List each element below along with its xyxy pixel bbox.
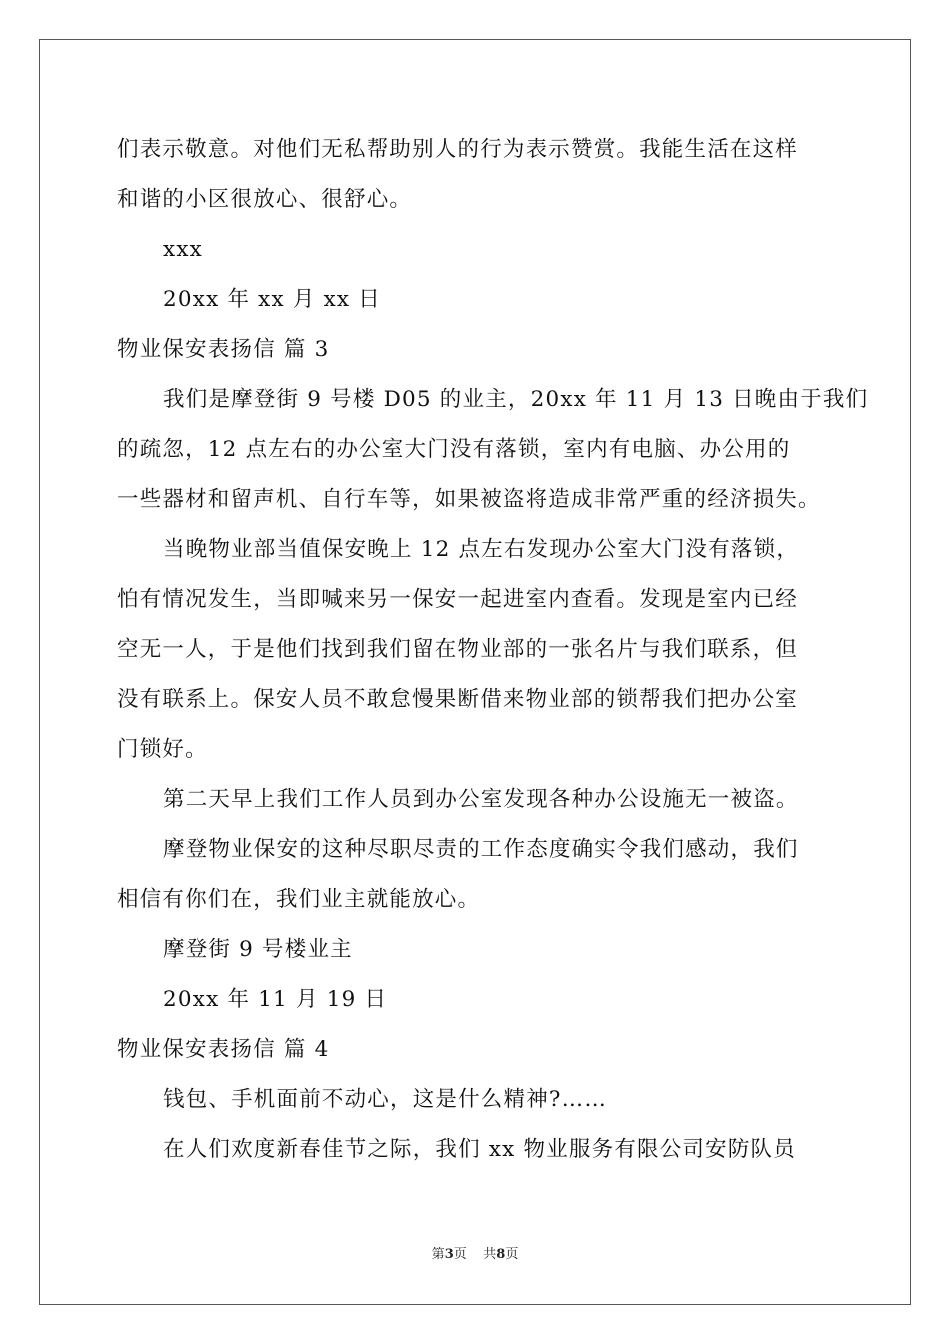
body-text-line: 我们是摩登街 9 号楼 D05 的业主，20xx 年 11 月 13 日晚由于我们	[163, 387, 869, 412]
body-text-line: 第二天早上我们工作人员到办公室发现各种办公设施无一被盗。	[163, 787, 799, 812]
body-text-line: 的疏忽，12 点左右的办公室大门没有落锁，室内有电脑、办公用的	[117, 437, 791, 462]
body-text-line: 相信有你们在，我们业主就能放心。	[117, 887, 481, 912]
section-heading: 物业保安表扬信 篇 4	[117, 1037, 330, 1062]
body-text-line: 摩登物业保安的这种尽职尽责的工作态度确实令我们感动，我们	[163, 837, 799, 862]
body-text-line: 空无一人，于是他们找到我们留在物业部的一张名片与我们联系，但	[117, 637, 799, 662]
body-text-line: 和谐的小区很放心、很舒心。	[117, 187, 413, 212]
page-footer	[0, 1246, 950, 1264]
page-current: 3	[444, 1247, 454, 1262]
page-total: 8	[496, 1247, 506, 1262]
body-text-line: 门锁好。	[117, 737, 208, 762]
signature-name: 摩登街 9 号楼业主	[163, 937, 353, 962]
body-text-line: 怕有情况发生，当即喊来另一保安一起进室内查看。发现是室内已经	[117, 587, 799, 612]
body-text-line: 钱包、手机面前不动心，这是什么精神?……	[163, 1087, 608, 1112]
body-text-line: 当晚物业部当值保安晚上 12 点左右发现办公室大门没有落锁，	[163, 537, 800, 562]
page-suffix: 页	[505, 1247, 519, 1262]
page-mid: 页 共	[453, 1247, 497, 1262]
section-heading: 物业保安表扬信 篇 3	[117, 337, 330, 362]
signature-date: 20xx 年 11 月 19 日	[163, 987, 388, 1012]
body-text-line: 一些器材和留声机、自行车等，如果被盗将造成非常严重的经济损失。	[117, 487, 821, 512]
signature-date: 20xx 年 xx 月 xx 日	[163, 287, 381, 312]
signature-name: xxx	[163, 237, 203, 262]
page-border	[39, 39, 911, 1305]
body-text-line: 们表示敬意。对他们无私帮助别人的行为表示赞赏。我能生活在这样	[117, 137, 799, 162]
body-text-line: 没有联系上。保安人员不敢怠慢果断借来物业部的锁帮我们把办公室	[117, 687, 799, 712]
page-prefix: 第	[431, 1247, 445, 1262]
body-text-line: 在人们欢度新春佳节之际，我们 xx 物业服务有限公司安防队员	[163, 1137, 796, 1162]
